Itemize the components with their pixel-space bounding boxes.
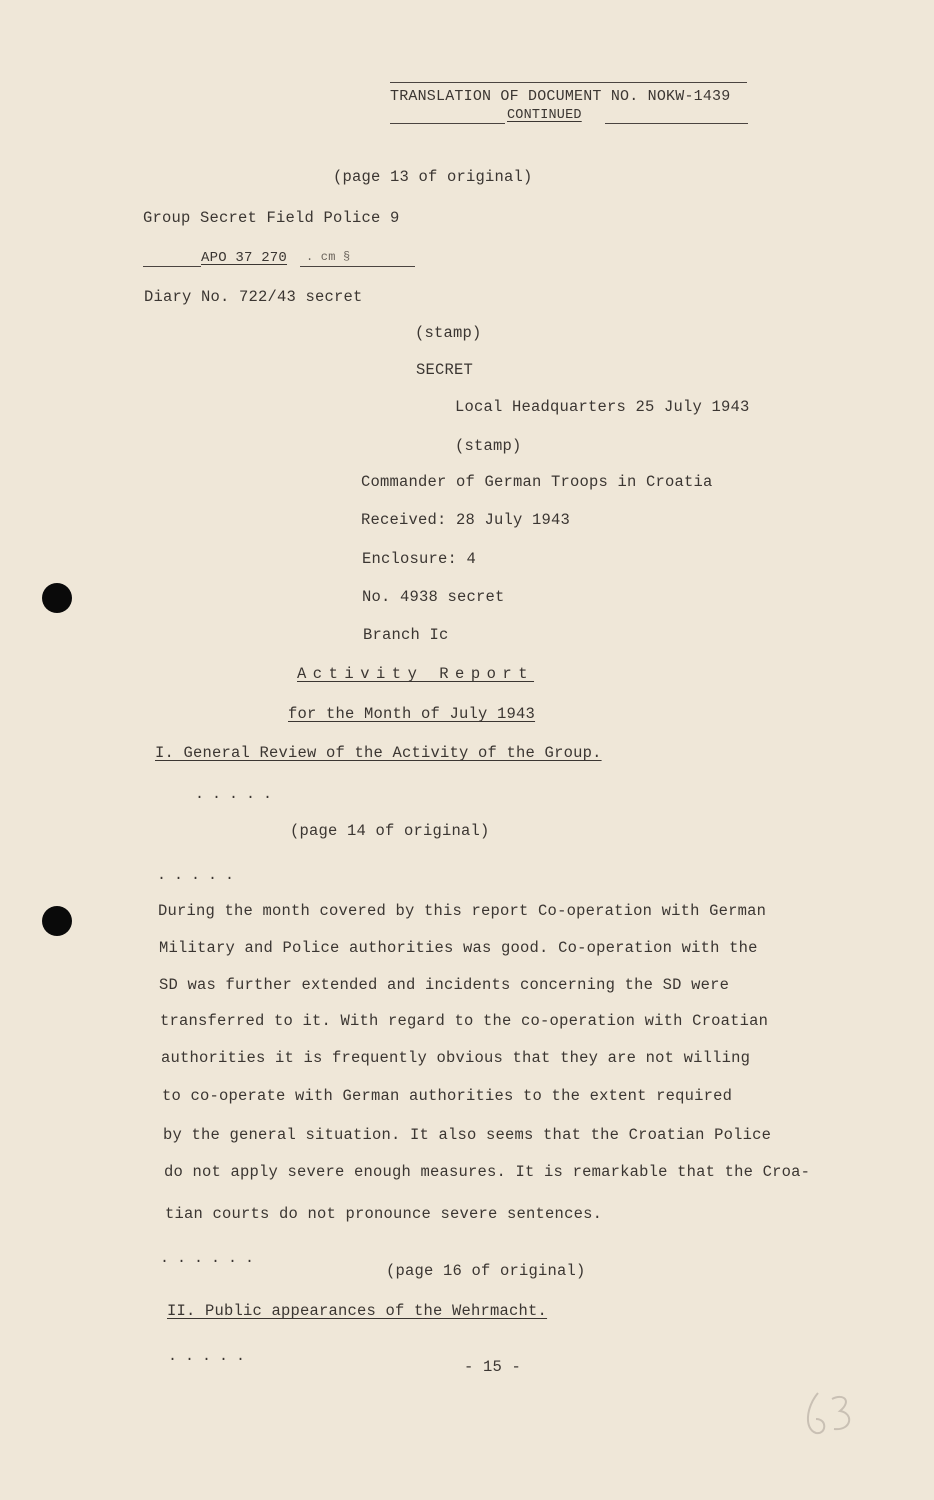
punch-hole-bottom <box>42 906 72 936</box>
paragraph-line: do not apply severe enough measures. It is remarkable that the Croa- <box>164 1163 811 1181</box>
branch-line: Branch Ic <box>363 626 449 644</box>
header-left-rule <box>390 123 505 124</box>
ellipsis-3: ...... <box>160 1250 263 1267</box>
paragraph-line: SD was further extended and incidents concerning the SD were <box>159 976 730 994</box>
paragraph-line: During the month covered by this report Co-operation with German <box>158 902 767 920</box>
punch-hole-top <box>42 583 72 613</box>
apo-number: APO 37 270 <box>201 250 288 266</box>
page-ref-14: (page 14 of original) <box>290 822 490 840</box>
report-title: Activity Report <box>297 665 535 683</box>
diary-number: Diary No. 722/43 secret <box>144 288 363 306</box>
header-right-rule <box>605 123 748 124</box>
secret-label: SECRET <box>416 361 474 379</box>
ellipsis-1: ..... <box>195 786 281 803</box>
translation-title: TRANSLATION OF DOCUMENT NO. NOKW-1439 <box>390 88 731 105</box>
page-number: - 15 - <box>464 1358 522 1376</box>
enclosure-line: Enclosure: 4 <box>362 550 477 568</box>
stamp-label-1: (stamp) <box>415 324 482 342</box>
local-headquarters: Local Headquarters 25 July 1943 <box>455 398 750 416</box>
paragraph-line: to co-operate with German authorities to the extent required <box>162 1087 733 1105</box>
section-2-heading: II. Public appearances of the Wehrmacht. <box>167 1302 548 1320</box>
page-ref-16: (page 16 of original) <box>386 1262 586 1280</box>
apo-extra: . cm § <box>306 250 351 264</box>
paragraph-line: authorities it is frequently obvious that they are not willing <box>161 1049 751 1067</box>
stamp-label-2: (stamp) <box>455 437 522 455</box>
unit-name: Group Secret Field Police 9 <box>143 209 400 227</box>
apo-right-rule <box>300 266 415 267</box>
ellipsis-4: ..... <box>168 1348 254 1365</box>
paragraph-line: tian courts do not pronounce severe sentences. <box>165 1205 603 1223</box>
continued-label: CONTINUED <box>507 108 582 123</box>
number-line: No. 4938 secret <box>362 588 505 606</box>
report-subtitle: for the Month of July 1943 <box>288 705 536 723</box>
page-ref-13: (page 13 of original) <box>333 168 533 186</box>
commander-line: Commander of German Troops in Croatia <box>361 473 713 491</box>
ellipsis-2: ..... <box>157 867 243 884</box>
paragraph-line: transferred to it. With regard to the co-operation with Croatian <box>160 1012 769 1030</box>
paragraph-line: by the general situation. It also seems that the Croatian Police <box>163 1126 772 1144</box>
section-1-heading: I. General Review of the Activity of the Group. <box>155 744 602 762</box>
header-top-rule <box>390 82 747 83</box>
apo-left-rule <box>143 266 201 267</box>
paragraph-line: Military and Police authorities was good. Co-operation with the <box>159 939 758 957</box>
handwritten-mark <box>800 1385 860 1445</box>
received-line: Received: 28 July 1943 <box>361 511 571 529</box>
